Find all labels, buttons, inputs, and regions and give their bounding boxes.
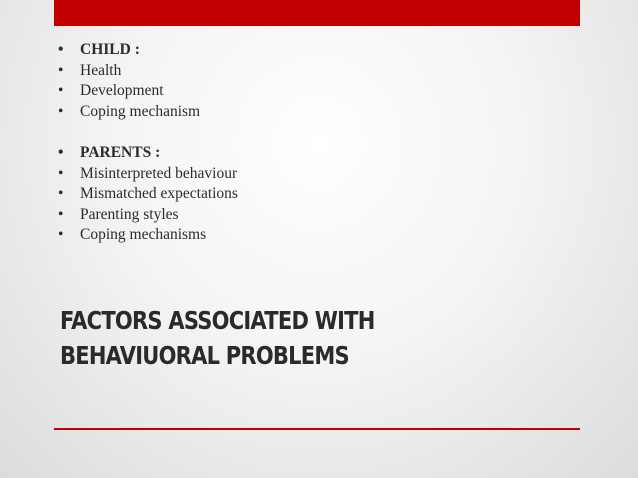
- list-item: [58, 81, 238, 102]
- bullet-list: [58, 40, 238, 246]
- list-item: [58, 205, 238, 226]
- list-item-text: Parenting styles: [80, 205, 179, 223]
- bullet-dot: •: [58, 102, 64, 120]
- bottom-accent-line: [54, 428, 580, 430]
- list-item-text: Mismatched expectations: [80, 185, 238, 202]
- list-item: [58, 184, 238, 205]
- list-item: [58, 61, 238, 82]
- list-item-child-heading: [58, 40, 238, 61]
- bullet-dot: •: [58, 164, 64, 182]
- bullet-dot: •: [58, 226, 64, 243]
- bullet-dot: •: [58, 41, 64, 58]
- bullet-dot: •: [58, 185, 64, 202]
- list-item-text: Coping mechanism: [80, 102, 201, 120]
- list-item-text: Misinterpreted behaviour: [80, 164, 238, 182]
- list-item-text: PARENTS :: [80, 144, 161, 161]
- list-item-text: Coping mechanisms: [80, 226, 207, 243]
- bullet-dot: •: [58, 205, 64, 223]
- list-item-text: Health: [80, 61, 122, 79]
- list-item: [58, 164, 238, 185]
- list-item-text: Development: [80, 82, 164, 99]
- slide-title: [60, 303, 375, 373]
- list-item: [58, 225, 238, 246]
- list-item-text: CHILD :: [80, 41, 140, 58]
- bullet-dot: •: [58, 144, 64, 161]
- list-item: [58, 102, 238, 123]
- list-item-parents-heading: [58, 143, 238, 164]
- slide-title-line-1: FACTORS ASSOCIATED WITH: [60, 306, 375, 335]
- slide-title-line-2: BEHAVIUORAL PROBLEMS: [60, 341, 349, 370]
- bullet-dot: •: [58, 82, 64, 99]
- bullet-dot: •: [58, 61, 64, 79]
- top-accent-bar: [54, 0, 580, 26]
